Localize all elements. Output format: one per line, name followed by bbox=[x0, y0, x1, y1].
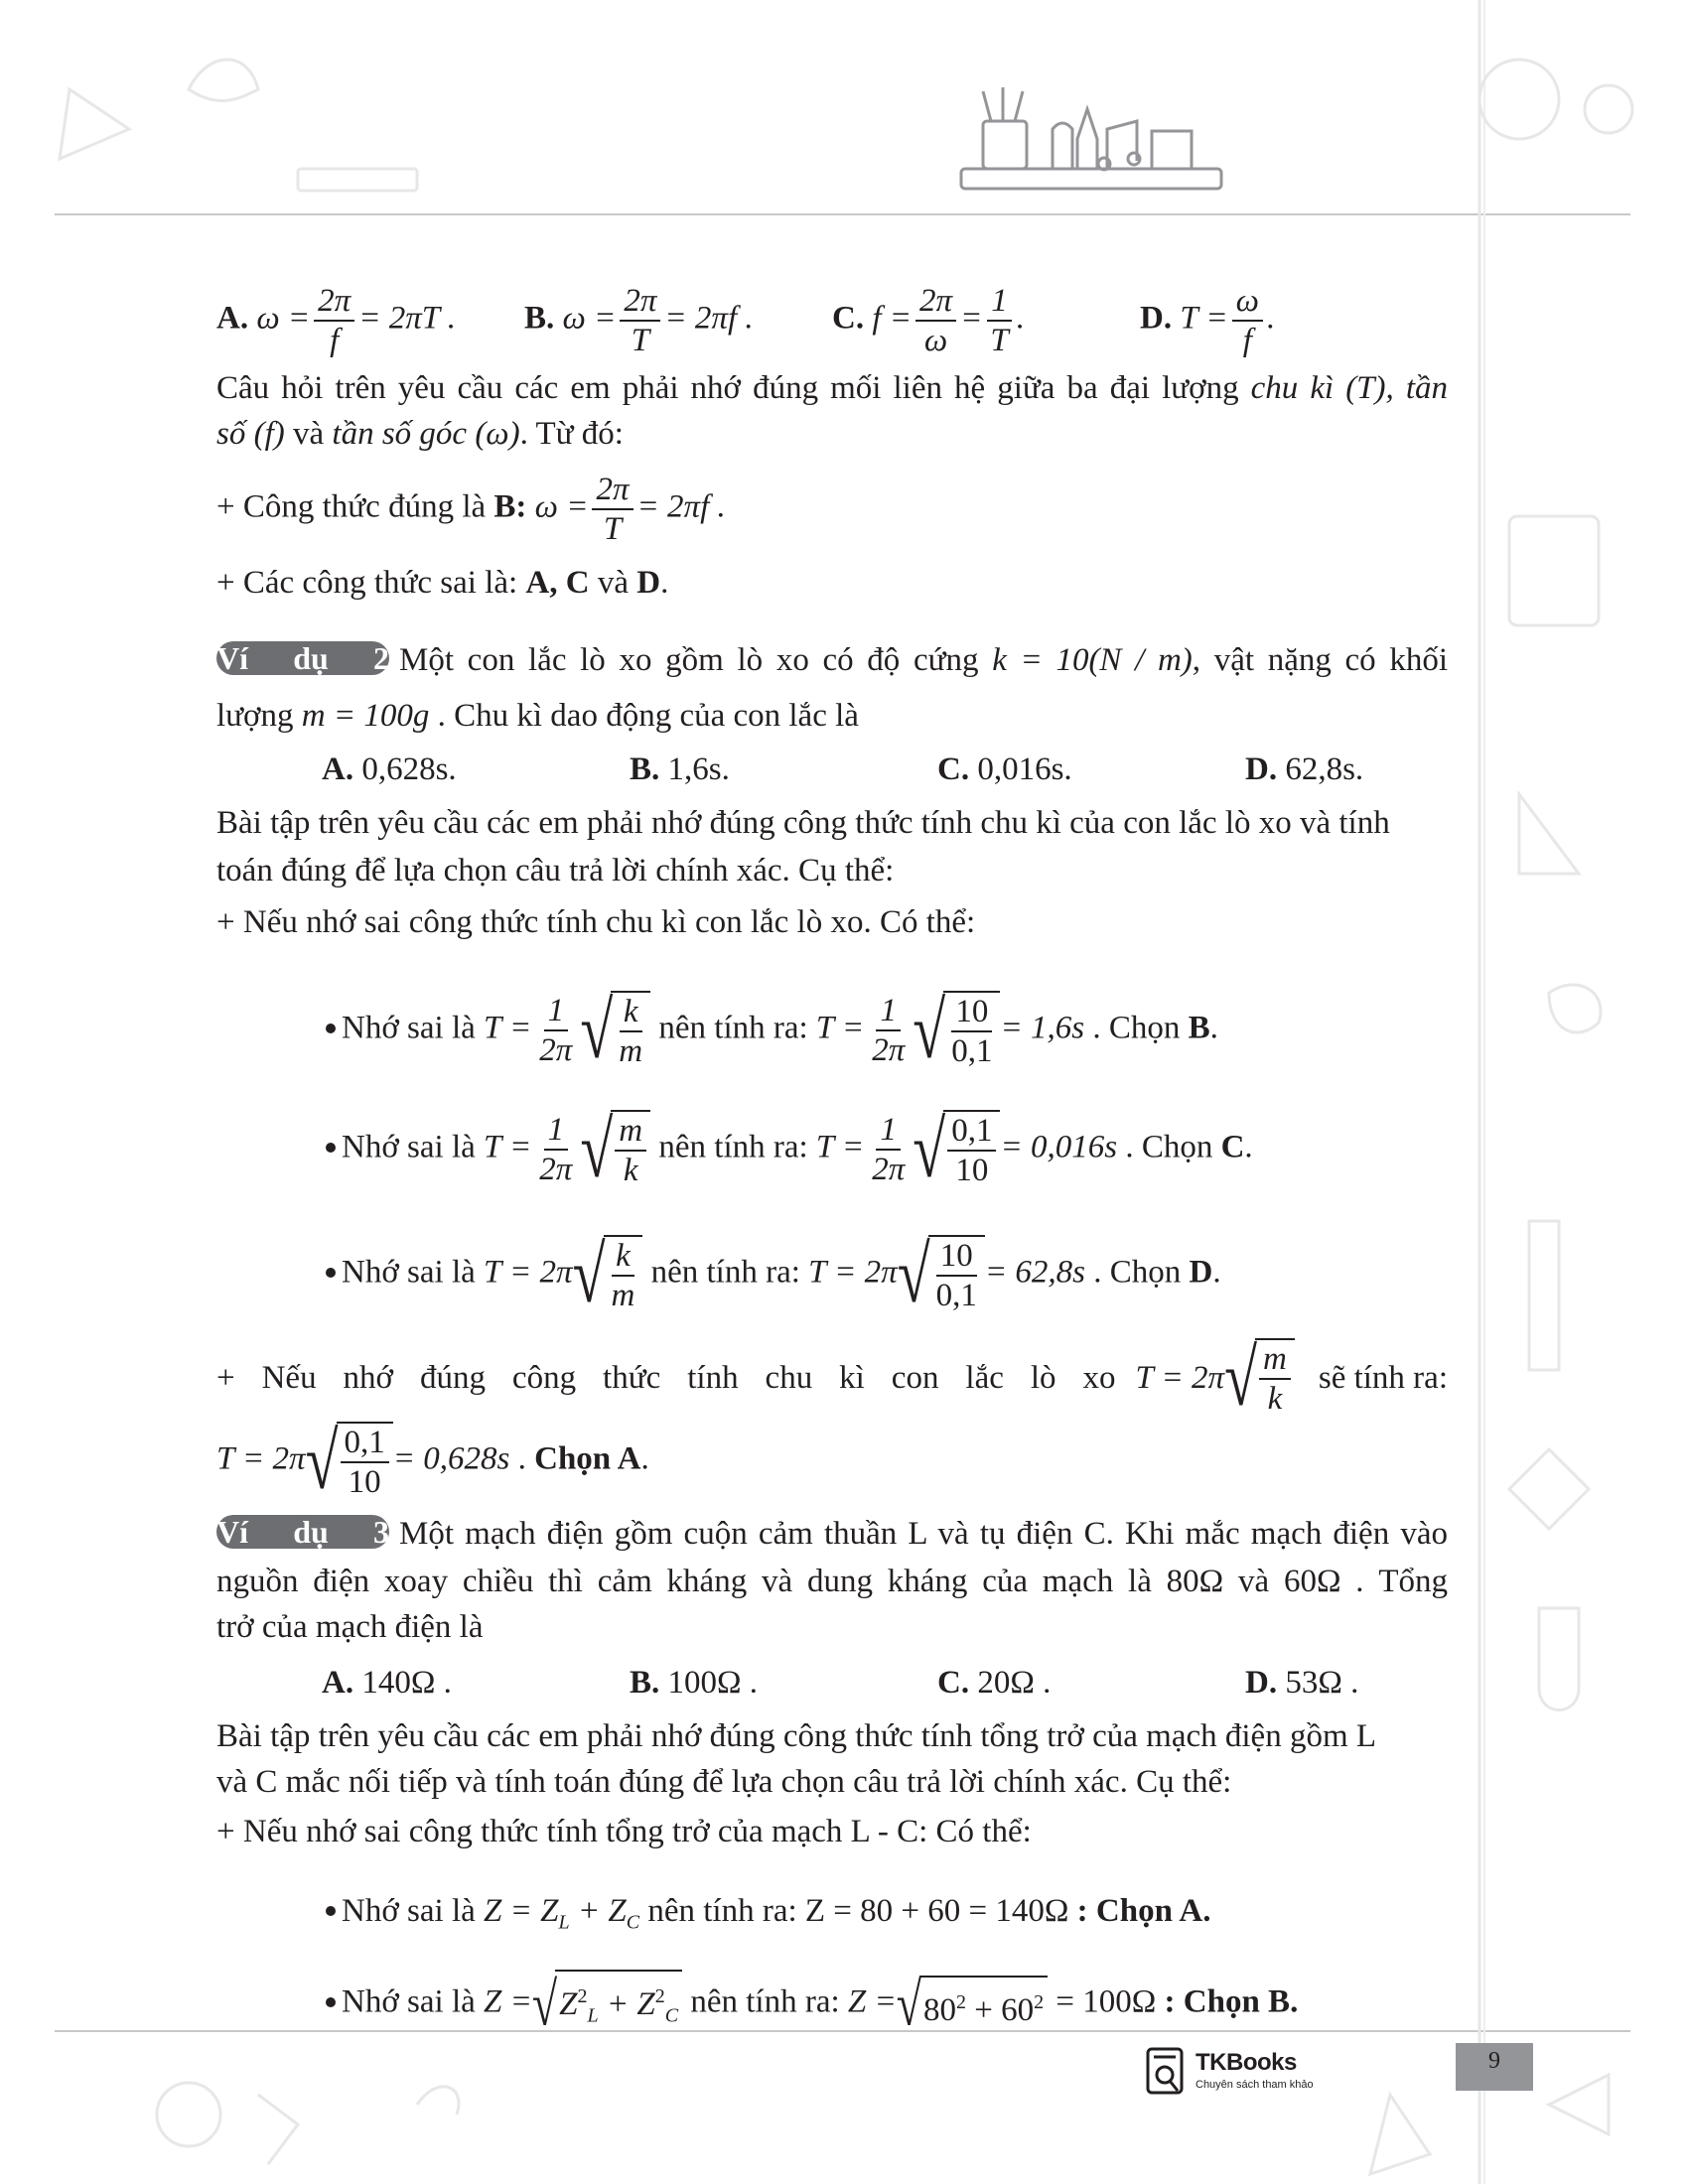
q1-option-b: B. ω = $\frac{2\pi}{T}$ = 2πf . bbox=[524, 283, 754, 358]
ex3-explain-line1: Bài tập trên yêu cầu các em phải nhớ đúng công thức tính tổng trở của mạch điện gồm L bbox=[216, 1718, 1377, 1754]
q1-wrong: + Các công thức sai là: A, C và D. bbox=[216, 565, 669, 601]
bullet-dot bbox=[326, 1024, 336, 1033]
bullet-dot bbox=[326, 1143, 336, 1153]
q1-options bbox=[216, 282, 1448, 359]
ex2-bullet-1: Nhớ sai là T = $\frac{1}{2\pi}$ √ $\frac{k}{m}$ nên tính ra: T = $\frac{1}{2\pi}$ √ $\frac{10}{0,1}$ = 1,6s . Chọn B. bbox=[216, 991, 1557, 1070]
bullet-dot bbox=[326, 1268, 336, 1278]
ex2-option-b: B. 1,6s. bbox=[630, 751, 730, 787]
shelf-icon bbox=[961, 87, 1221, 189]
ex3-option-b: B. 100Ω . bbox=[630, 1665, 759, 1701]
ex2-explain-line2: toán đúng để lựa chọn câu trả lời chính xác. Cụ thể: bbox=[216, 853, 895, 888]
ex2-question-line2: lượng m = 100g . Chu kì dao động của con lắc là bbox=[216, 698, 859, 734]
bullet-dot bbox=[326, 1906, 336, 1916]
book-icon bbox=[1144, 2045, 1190, 2103]
ex2-wrong-intro: + Nếu nhớ sai công thức tính chu kì con lắc lò xo. Có thể: bbox=[216, 904, 976, 940]
q1-option-a: A. ω = $\frac{2\pi}{f}$ = 2πT . bbox=[216, 283, 457, 358]
q1-intro-line1: Câu hỏi trên yêu cầu các em phải nhớ đúng mối liên hệ giữa ba đại lượng chu kì (T), tần bbox=[216, 370, 1448, 406]
ex3-explain-line2: và C mắc nối tiếp và tính toán đúng để lựa chọn câu trả lời chính xác. Cụ thể: bbox=[216, 1764, 1232, 1800]
ex3-option-c: C. 20Ω . bbox=[937, 1665, 1052, 1701]
ex2-option-d: D. 62,8s. bbox=[1245, 751, 1364, 787]
page-number: 9 bbox=[1456, 2043, 1533, 2091]
q1-option-c: C. f = $\frac{2\pi}{\omega}$ = $\frac{1}{T}$ . bbox=[832, 283, 1025, 358]
ex2-option-c: C. 0,016s. bbox=[937, 751, 1072, 787]
ex2-options bbox=[322, 747, 1553, 792]
ex2-question-line1: Ví dụ 2 Một con lắc lò xo gồm lò xo có độ cứng k = 10(N / m), vật nặng có khối bbox=[216, 640, 1448, 678]
tkbooks-logo bbox=[1144, 2045, 1313, 2105]
ex3-question-line3: trở của mạch điện là bbox=[216, 1609, 484, 1645]
ex2-option-a: A. 0,628s. bbox=[322, 751, 457, 787]
ex3-options bbox=[322, 1660, 1553, 1706]
bullet-dot bbox=[326, 1997, 336, 2007]
ex3-option-d: D. 53Ω . bbox=[1245, 1665, 1359, 1701]
q1-correct: + Công thức đúng là B: ω = $\frac{2\pi}{T}$ = 2πf . bbox=[216, 472, 726, 547]
q1-option-d: D. T = $\frac{\omega}{f}$ . bbox=[1140, 283, 1276, 358]
q1-intro-line2: số (f) và tần số góc (ω). Từ đó: bbox=[216, 416, 624, 452]
ex2-badge: Ví dụ 2 bbox=[216, 640, 389, 677]
ex2-explain-line1: Bài tập trên yêu cầu các em phải nhớ đúng công thức tính chu kì của con lắc lò xo và tính bbox=[216, 805, 1390, 841]
ex3-option-a: A. 140Ω . bbox=[322, 1665, 452, 1701]
ex2-bullet-3: Nhớ sai là T = 2π √ $\frac{k}{m}$ nên tính ra: T = 2π √ $\frac{10}{0,1}$ = 62,8s . Chọn D. bbox=[216, 1235, 1557, 1314]
ex3-badge: Ví dụ 3 bbox=[216, 1514, 389, 1551]
ex3-wrong-intro: + Nếu nhớ sai công thức tính tổng trở của mạch L - C: Có thể: bbox=[216, 1814, 1032, 1849]
logo-tagline: Chuyên sách tham khảo bbox=[1196, 2079, 1314, 2091]
ex3-question-line1: Ví dụ 3 Một mạch điện gồm cuộn cảm thuần L và tụ điện C. Khi mắc mạch điện vào bbox=[216, 1514, 1448, 1552]
ex3-question-line2: nguồn điện xoay chiều thì cảm kháng và dung kháng của mạch là 80Ω và 60Ω . Tổng bbox=[216, 1564, 1448, 1599]
ex3-bullet-2: Nhớ sai là Z = √ $Z^2_L + Z^2_C$ nên tính ra: Z = √ $80^2 + 60^2$ = 100Ω : Chọn B. bbox=[216, 1970, 1557, 2039]
ex2-right-line2: T = 2π √ $\frac{0,1}{10}$ = 0,628s . Chọn A. bbox=[216, 1417, 649, 1506]
ex2-right-line1: + Nếu nhớ đúng công thức tính chu kì con lắc lò xo T = 2π √ $\frac{m}{k}$ sẽ tính ra: bbox=[216, 1333, 1448, 1423]
ex3-bullet-1: Nhớ sai là $Z = Z_L + Z_C$ nên tính ra: Z = 80 + 60 = 140Ω : Chọn A. bbox=[216, 1888, 1557, 1946]
logo-brand: TKBooks bbox=[1196, 2049, 1297, 2076]
ex2-bullet-2: Nhớ sai là T = $\frac{1}{2\pi}$ √ $\frac{m}{k}$ nên tính ra: T = $\frac{1}{2\pi}$ √ $\frac{0,1}{10}$ = 0,016s . Chọn C. bbox=[216, 1110, 1557, 1189]
